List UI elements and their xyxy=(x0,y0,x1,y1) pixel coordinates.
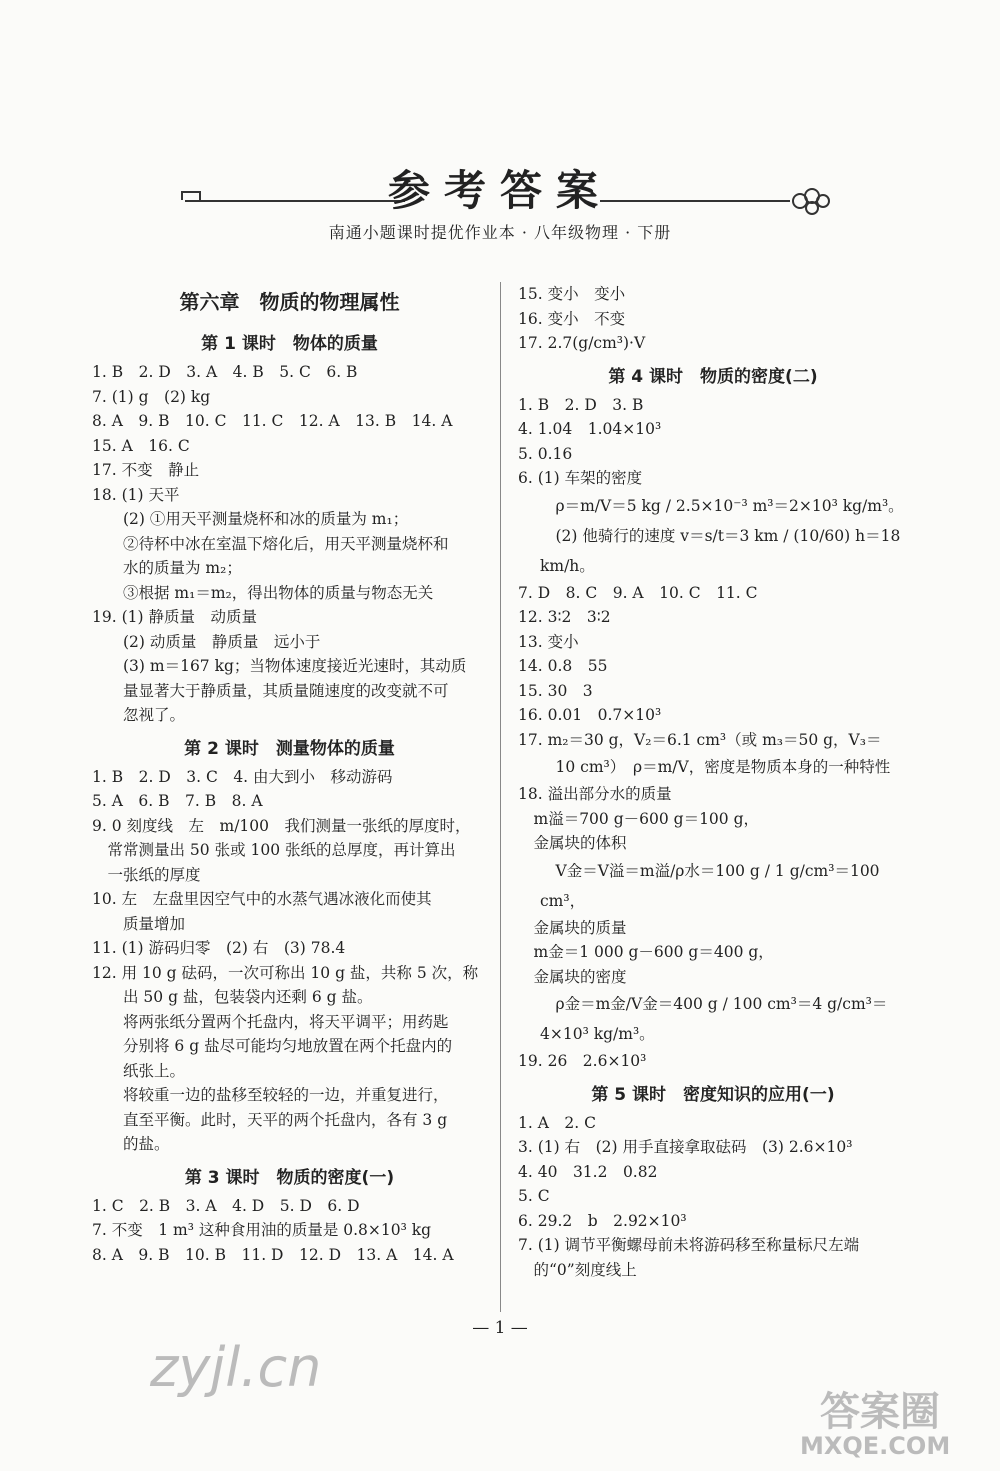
answer-line: 11. (1) 游码归零 (2) 右 (3) 78.4 xyxy=(92,939,346,957)
answer-line: 4. 40 31.2 0.82 xyxy=(518,1162,658,1181)
answer-line: 出 50 g 盐，包装袋内还剩 6 g 盐。 xyxy=(92,988,373,1006)
answer-line: 18. 溢出部分水的质量 xyxy=(518,785,672,803)
answer-line: 1. C 2. B 3. A 4. D 5. D 6. D xyxy=(92,1196,360,1215)
answer-line: 将较重一边的盐移至较轻的一边，并重复进行， xyxy=(92,1086,449,1104)
answer-line: 7. (1) 调节平衡螺母前未将游码移至称量标尺左端 xyxy=(518,1236,860,1254)
answer-line: 15. 变小 变小 xyxy=(518,285,626,303)
answer-line: 8. A 9. B 10. B 11. D 12. D 13. A 14. A xyxy=(92,1245,454,1264)
lesson-1-title: 第 1 课时 物体的质量 xyxy=(201,334,378,354)
left-column xyxy=(92,286,487,1267)
answer-line: 17. m₂＝30 g，V₂＝6.1 cm³（或 m₃＝50 g，V₃＝ xyxy=(518,730,882,749)
chapter-title: 第六章 物质的物理属性 xyxy=(179,290,400,314)
answer-line: 1. A 2. C xyxy=(518,1113,596,1132)
answer-line: (3) m＝167 kg；当物体速度接近光速时，其动质 xyxy=(92,657,467,675)
answer-line: 17. 2.7(g/cm³)·V xyxy=(518,334,646,352)
lesson-5-answers xyxy=(518,1111,908,1283)
answer-line: 质量增加 xyxy=(92,914,186,933)
answer-line: 16. 变小 不变 xyxy=(518,309,626,328)
continued-answers xyxy=(518,282,908,356)
answer-line: (2) 动质量 静质量 远小于 xyxy=(92,632,321,651)
answer-line: ③根据 m₁＝m₂，得出物体的质量与物态无关 xyxy=(92,583,434,602)
lesson-2-answers xyxy=(92,765,487,1157)
answer-line: m金＝1 000 g－600 g＝400 g， xyxy=(518,943,774,961)
answer-line: 水的质量为 m₂； xyxy=(92,559,242,577)
answer-line: 12. 用 10 g 砝码，一次可称出 10 g 盐，共称 5 次，称 xyxy=(92,963,479,982)
scroll-ornament-left-icon xyxy=(178,188,204,212)
cloud-ornament-right-icon xyxy=(786,184,836,218)
answer-line: 的盐。 xyxy=(92,1135,170,1153)
answer-line: 将两张纸分置两个托盘内，将天平调平；用药匙 xyxy=(92,1012,449,1031)
answer-line: 7. D 8. C 9. A 10. C 11. C xyxy=(518,583,758,602)
page-subtitle: 南通小题课时提优作业本 · 八年级物理 · 下册 xyxy=(328,223,672,242)
answer-line: 14. 0.8 55 xyxy=(518,657,608,675)
answer-line: 15. A 16. C xyxy=(92,436,190,455)
answer-line: 5. A 6. B 7. B 8. A xyxy=(92,792,263,810)
page-header xyxy=(0,140,1000,250)
answer-line: 17. 不变 静止 xyxy=(92,461,200,479)
watermark-right: MXQE.COM xyxy=(800,1432,951,1460)
answer-line: (2) ①用天平测量烧杯和冰的质量为 m₁； xyxy=(92,510,409,528)
answer-line: 15. 30 3 xyxy=(518,681,593,700)
answer-line: 10 cm³） ρ＝m/V，密度是物质本身的一种特性 xyxy=(540,758,891,776)
answer-line: 9. 0 刻度线 左 m/100 我们测量一张纸的厚度时， xyxy=(92,816,471,835)
answer-line: 12. 3∶2 3∶2 xyxy=(518,608,611,626)
answer-line: 量显著大于静质量，其质量随速度的改变就不可 xyxy=(92,681,449,700)
answer-line: 3. (1) 右 (2) 用手直接拿取砝码 (3) 2.6×10³ xyxy=(518,1138,853,1156)
answer-line: 19. (1) 静质量 动质量 xyxy=(92,608,257,626)
header-rule-right xyxy=(600,200,790,202)
right-column xyxy=(518,282,908,1282)
answer-line: 7. 不变 1 m³ 这种食用油的质量是 0.8×10³ kg xyxy=(92,1221,432,1239)
lesson-4-answers xyxy=(518,393,908,1074)
page-title: 参考答案 xyxy=(387,166,612,215)
answer-line: 4. 1.04 1.04×10³ xyxy=(518,420,662,438)
formula-line: (2) 他骑行的速度 v＝s/t＝3 km / (10/60) h＝18 km/h。 xyxy=(540,526,906,575)
answer-line: ②待杯中冰在室温下熔化后，用天平测量烧杯和 xyxy=(92,534,449,553)
answer-line: 18. (1) 天平 xyxy=(92,485,180,504)
formula-line: ρ＝m/V＝5 kg / 2.5×10⁻³ m³＝2×10³ kg/m³。 xyxy=(540,496,904,515)
lesson-4-title: 第 4 课时 物质的密度(二) xyxy=(608,366,818,387)
formula-line: V金＝V溢＝m溢/ρ水＝100 g / 1 g/cm³＝100 cm³， xyxy=(540,861,885,910)
answer-line: 19. 26 2.6×10³ xyxy=(518,1052,647,1070)
answer-line: 8. A 9. B 10. C 11. C 12. A 13. B 14. A xyxy=(92,412,453,430)
answer-line: 1. B 2. D 3. A 4. B 5. C 6. B xyxy=(92,363,358,381)
answer-line: m溢＝700 g－600 g＝100 g， xyxy=(518,809,759,828)
lesson-3-title: 第 3 课时 物质的密度(一) xyxy=(184,1167,395,1188)
watermark-badge: 答案圈 xyxy=(820,1389,940,1435)
answer-line: 一张纸的厚度 xyxy=(92,865,201,884)
answer-line: 金属块的体积 xyxy=(518,834,627,852)
answer-line: 10. 左 左盘里因空气中的水蒸气遇冰液化而使其 xyxy=(92,890,432,908)
watermark-left: zyjl.cn xyxy=(150,1336,322,1399)
answer-line: 金属块的密度 xyxy=(518,967,627,986)
answer-line: 13. 变小 xyxy=(518,632,579,651)
answer-line: 5. C xyxy=(518,1187,550,1205)
answer-line: 1. B 2. D 3. B xyxy=(518,395,644,414)
answer-line: 6. 29.2 b 2.92×10³ xyxy=(518,1211,687,1230)
formula-line: ρ金＝m金/V金＝400 g / 100 cm³＝4 g/cm³＝4×10³ kg/m³。 xyxy=(540,995,888,1043)
answer-line: 常常测量出 50 张或 100 张纸的总厚度，再计算出 xyxy=(92,841,456,859)
answer-line: 1. B 2. D 3. C 4. 由大到小 移动游码 xyxy=(92,767,393,786)
answer-line: 5. 0.16 xyxy=(518,444,573,463)
answer-line: 的“0”刻度线上 xyxy=(518,1260,637,1279)
answer-line: 分别将 6 g 盐尽可能均匀地放置在两个托盘内的 xyxy=(92,1037,453,1055)
answer-line: 纸张上。 xyxy=(92,1061,186,1080)
lesson-3-answers xyxy=(92,1194,487,1268)
lesson-2-title: 第 2 课时 测量物体的质量 xyxy=(184,738,395,759)
answer-line: 16. 0.01 0.7×10³ xyxy=(518,706,662,724)
answer-line: 直至平衡。此时，天平的两个托盘内，各有 3 g xyxy=(92,1110,448,1129)
column-divider xyxy=(500,282,501,1312)
answer-line: 6. (1) 车架的密度 xyxy=(518,469,643,487)
answer-line: 忽视了。 xyxy=(92,706,186,724)
lesson-1-answers xyxy=(92,360,487,728)
page-number: — 1 — xyxy=(472,1318,528,1338)
lesson-5-title: 第 5 课时 密度知识的应用(一) xyxy=(591,1084,835,1105)
answer-line: 金属块的质量 xyxy=(518,918,627,937)
answer-line: 7. (1) g (2) kg xyxy=(92,387,211,406)
